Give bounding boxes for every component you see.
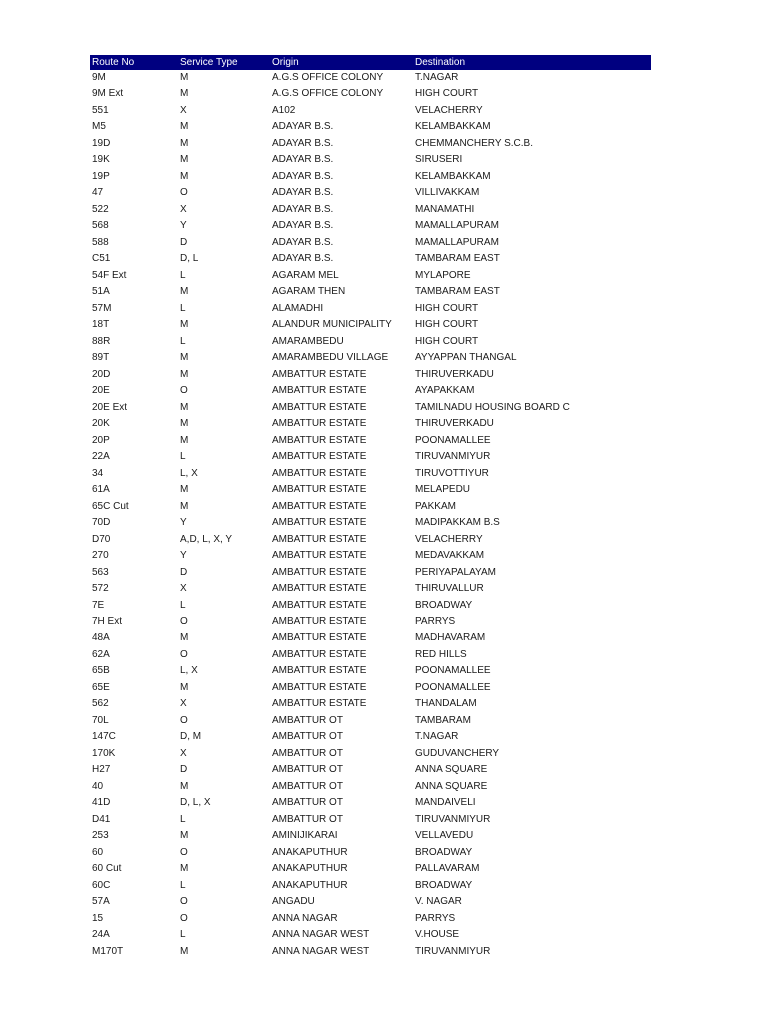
table-row (90, 202, 651, 218)
table-row (90, 70, 651, 86)
service-type-cell: D (180, 566, 188, 578)
route-no-cell: C51 (92, 253, 111, 265)
route-no-cell: 562 (92, 698, 109, 710)
origin-cell: AMBATTUR ESTATE (272, 418, 367, 430)
origin-cell: ADAYAR B.S. (272, 187, 334, 199)
service-type-cell: X (180, 583, 187, 595)
service-type-cell: L (180, 599, 186, 611)
destination-cell: MADIPAKKAM B.S (415, 517, 500, 529)
origin-cell: AMINIJIKARAI (272, 830, 338, 842)
route-no-cell: 18T (92, 319, 110, 331)
origin-cell: AMBATTUR OT (272, 731, 343, 743)
service-type-cell: M (180, 352, 189, 364)
destination-cell: MAMALLAPURAM (415, 220, 499, 232)
table-row (90, 713, 651, 729)
service-type-cell: O (180, 896, 188, 908)
route-no-cell: 588 (92, 236, 109, 248)
route-no-cell: 7E (92, 599, 105, 611)
service-type-cell: M (180, 88, 189, 100)
route-no-cell: 70L (92, 714, 109, 726)
table-row (90, 433, 651, 449)
destination-cell: PARRYS (415, 615, 456, 627)
origin-cell: AMBATTUR ESTATE (272, 401, 367, 413)
service-type-cell: M (180, 418, 189, 430)
service-type-cell: M (180, 154, 189, 166)
origin-cell: AMBATTUR ESTATE (272, 566, 367, 578)
service-type-cell: O (180, 385, 188, 397)
table-row (90, 779, 651, 795)
origin-cell: AMBATTUR OT (272, 714, 343, 726)
origin-cell: ANNA NAGAR WEST (272, 929, 370, 941)
route-no-cell: 170K (92, 747, 116, 759)
table-row (90, 532, 651, 548)
header-origin: Origin (270, 55, 413, 70)
table-row (90, 614, 651, 630)
table-row (90, 86, 651, 102)
origin-cell: AMBATTUR ESTATE (272, 385, 367, 397)
service-type-cell: Y (180, 220, 187, 232)
destination-cell: RED HILLS (415, 648, 467, 660)
route-no-cell: 65C Cut (92, 500, 129, 512)
origin-cell: AMBATTUR ESTATE (272, 517, 367, 529)
service-type-cell: M (180, 434, 189, 446)
route-no-cell: 34 (92, 467, 104, 479)
origin-cell: ALANDUR MUNICIPALITY (272, 319, 392, 331)
origin-cell: ANNA NAGAR (272, 912, 338, 924)
service-type-cell: M (180, 121, 189, 133)
origin-cell: AMBATTUR OT (272, 780, 343, 792)
destination-cell: T.NAGAR (415, 731, 459, 743)
table-row (90, 680, 651, 696)
service-type-cell: M (180, 484, 189, 496)
service-type-cell: M (180, 170, 189, 182)
destination-cell: VELLAVEDU (415, 830, 474, 842)
destination-cell: THANDALAM (415, 698, 477, 710)
route-no-cell: 20E (92, 385, 110, 397)
origin-cell: ADAYAR B.S. (272, 203, 334, 215)
service-type-cell: M (180, 137, 189, 149)
service-type-cell: O (180, 846, 188, 858)
service-type-cell: M (180, 368, 189, 380)
destination-cell: MANDAIVELI (415, 797, 476, 809)
service-type-cell: X (180, 203, 187, 215)
table-row (90, 828, 651, 844)
destination-cell: AYYAPPAN THANGAL (415, 352, 517, 364)
route-no-cell: 89T (92, 352, 110, 364)
route-no-cell: 9M Ext (92, 88, 124, 100)
origin-cell: AMBATTUR ESTATE (272, 681, 367, 693)
destination-cell: VELACHERRY (415, 533, 483, 545)
destination-cell: PAKKAM (415, 500, 456, 512)
route-no-cell: D70 (92, 533, 111, 545)
route-no-cell: H27 (92, 764, 111, 776)
route-no-cell: 48A (92, 632, 110, 644)
route-no-cell: 62A (92, 648, 110, 660)
destination-cell: CHEMMANCHERY S.C.B. (415, 137, 533, 149)
route-no-cell: 65B (92, 665, 110, 677)
origin-cell: A.G.S OFFICE COLONY (272, 88, 384, 100)
table-row (90, 301, 651, 317)
route-no-cell: 88R (92, 335, 111, 347)
origin-cell: AMBATTUR ESTATE (272, 451, 367, 463)
service-type-cell: L, X (180, 665, 198, 677)
destination-cell: HIGH COURT (415, 319, 479, 331)
table-row (90, 416, 651, 432)
table-row (90, 169, 651, 185)
service-type-cell: A,D, L, X, Y (180, 533, 233, 545)
table-row (90, 103, 651, 119)
destination-cell: V.HOUSE (415, 929, 460, 941)
table-row (90, 548, 651, 564)
table-row (90, 383, 651, 399)
route-no-cell: 270 (92, 550, 109, 562)
destination-cell: GUDUVANCHERY (415, 747, 500, 759)
route-no-cell: 57M (92, 302, 112, 314)
destination-cell: HIGH COURT (415, 88, 479, 100)
header-route-no: Route No (90, 55, 178, 70)
origin-cell: A102 (272, 104, 296, 116)
table-row (90, 350, 651, 366)
route-no-cell: 20P (92, 434, 110, 446)
origin-cell: AMBATTUR ESTATE (272, 632, 367, 644)
header-destination: Destination (413, 55, 651, 70)
table-row (90, 647, 651, 663)
destination-cell: POONAMALLEE (415, 681, 491, 693)
route-no-cell: 60 Cut (92, 863, 122, 875)
route-table (90, 55, 651, 960)
route-no-cell: 19D (92, 137, 111, 149)
origin-cell: ADAYAR B.S. (272, 121, 334, 133)
table-row (90, 894, 651, 910)
origin-cell: AMBATTUR ESTATE (272, 583, 367, 595)
route-no-cell: 253 (92, 830, 109, 842)
header-service-type: Service Type (178, 55, 270, 70)
destination-cell: TIRUVOTTIYUR (415, 467, 489, 479)
destination-cell: HIGH COURT (415, 302, 479, 314)
table-row (90, 944, 651, 960)
origin-cell: AMARAMBEDU VILLAGE (272, 352, 389, 364)
destination-cell: BROADWAY (415, 879, 473, 891)
destination-cell: SIRUSERI (415, 154, 463, 166)
service-type-cell: Y (180, 517, 187, 529)
destination-cell: TIRUVANMIYUR (415, 813, 491, 825)
route-no-cell: 568 (92, 220, 109, 232)
table-row (90, 185, 651, 201)
origin-cell: ADAYAR B.S. (272, 154, 334, 166)
destination-cell: HIGH COURT (415, 335, 479, 347)
service-type-cell: M (180, 401, 189, 413)
service-type-cell: M (180, 830, 189, 842)
origin-cell: ANGADU (272, 896, 315, 908)
service-type-cell: D (180, 764, 188, 776)
route-no-cell: 20E Ext (92, 401, 128, 413)
route-table-sheet (90, 55, 651, 960)
service-type-cell: O (180, 615, 188, 627)
origin-cell: AMBATTUR OT (272, 813, 343, 825)
destination-cell: MADHAVARAM (415, 632, 486, 644)
origin-cell: AMBATTUR OT (272, 764, 343, 776)
service-type-cell: M (180, 681, 189, 693)
origin-cell: AMBATTUR ESTATE (272, 615, 367, 627)
table-row (90, 845, 651, 861)
table-row (90, 581, 651, 597)
route-no-cell: 20K (92, 418, 110, 430)
origin-cell: ADAYAR B.S. (272, 236, 334, 248)
origin-cell: AMBATTUR ESTATE (272, 599, 367, 611)
service-type-cell: M (180, 945, 189, 957)
destination-cell: POONAMALLEE (415, 434, 491, 446)
destination-cell: MANAMATHI (415, 203, 475, 215)
table-row (90, 449, 651, 465)
origin-cell: ADAYAR B.S. (272, 220, 334, 232)
origin-cell: AMBATTUR OT (272, 797, 343, 809)
route-no-cell: 60C (92, 879, 111, 891)
table-row (90, 746, 651, 762)
origin-cell: AGARAM THEN (272, 286, 346, 298)
route-no-cell: 57A (92, 896, 110, 908)
table-row (90, 268, 651, 284)
service-type-cell: L, X (180, 467, 198, 479)
table-row (90, 119, 651, 135)
origin-cell: ANNA NAGAR WEST (272, 945, 370, 957)
origin-cell: ADAYAR B.S. (272, 253, 334, 265)
table-row (90, 515, 651, 531)
service-type-cell: L (180, 302, 186, 314)
destination-cell: KELAMBAKKAM (415, 121, 491, 133)
service-type-cell: D (180, 236, 188, 248)
table-row (90, 218, 651, 234)
service-type-cell: M (180, 319, 189, 331)
table-row (90, 235, 651, 251)
service-type-cell: L (180, 879, 186, 891)
destination-cell: MEDAVAKKAM (415, 550, 485, 562)
table-row (90, 317, 651, 333)
table-row (90, 729, 651, 745)
destination-cell: PALLAVARAM (415, 863, 480, 875)
destination-cell: THIRUVALLUR (415, 583, 484, 595)
table-row (90, 565, 651, 581)
route-no-cell: 61A (92, 484, 110, 496)
table-row (90, 630, 651, 646)
table-row (90, 466, 651, 482)
service-type-cell: X (180, 747, 187, 759)
destination-cell: VILLIVAKKAM (415, 187, 480, 199)
table-row (90, 367, 651, 383)
destination-cell: ANNA SQUARE (415, 780, 488, 792)
service-type-cell: M (180, 780, 189, 792)
table-row (90, 136, 651, 152)
header-row (90, 55, 651, 70)
destination-cell: VELACHERRY (415, 104, 483, 116)
destination-cell: PERIYAPALAYAM (415, 566, 496, 578)
destination-cell: THIRUVERKADU (415, 368, 494, 380)
service-type-cell: L (180, 813, 186, 825)
destination-cell: BROADWAY (415, 599, 473, 611)
service-type-cell: O (180, 714, 188, 726)
service-type-cell: O (180, 912, 188, 924)
service-type-cell: M (180, 500, 189, 512)
origin-cell: AMBATTUR OT (272, 747, 343, 759)
service-type-cell: O (180, 187, 188, 199)
service-type-cell: L (180, 451, 186, 463)
route-no-cell: 22A (92, 451, 110, 463)
table-row (90, 911, 651, 927)
table-row (90, 795, 651, 811)
destination-cell: ANNA SQUARE (415, 764, 488, 776)
origin-cell: A.G.S OFFICE COLONY (272, 72, 384, 83)
origin-cell: AMBATTUR ESTATE (272, 665, 367, 677)
destination-cell: TAMBARAM (415, 714, 471, 726)
route-no-cell: 522 (92, 203, 109, 215)
origin-cell: AMBATTUR ESTATE (272, 484, 367, 496)
service-type-cell: M (180, 72, 189, 83)
route-table-body (90, 70, 651, 960)
table-row (90, 251, 651, 267)
destination-cell: MELAPEDU (415, 484, 471, 496)
route-no-cell: D41 (92, 813, 111, 825)
route-no-cell: 572 (92, 583, 109, 595)
route-no-cell: 20D (92, 368, 111, 380)
origin-cell: AGARAM MEL (272, 269, 339, 281)
service-type-cell: O (180, 648, 188, 660)
table-row (90, 284, 651, 300)
route-no-cell: 15 (92, 912, 104, 924)
table-row (90, 861, 651, 877)
route-no-cell: 47 (92, 187, 104, 199)
destination-cell: KELAMBAKKAM (415, 170, 491, 182)
origin-cell: AMBATTUR ESTATE (272, 550, 367, 562)
table-row (90, 663, 651, 679)
service-type-cell: D, L (180, 253, 199, 265)
route-no-cell: 51A (92, 286, 110, 298)
table-row (90, 878, 651, 894)
destination-cell: TAMILNADU HOUSING BOARD C (415, 401, 570, 413)
route-no-cell: 9M (92, 72, 106, 83)
service-type-cell: X (180, 698, 187, 710)
service-type-cell: M (180, 863, 189, 875)
destination-cell: PARRYS (415, 912, 456, 924)
origin-cell: AMBATTUR ESTATE (272, 368, 367, 380)
route-no-cell: 551 (92, 104, 109, 116)
route-no-cell: 70D (92, 517, 111, 529)
table-row (90, 334, 651, 350)
table-row (90, 696, 651, 712)
table-row (90, 812, 651, 828)
route-no-cell: 19P (92, 170, 110, 182)
route-no-cell: 563 (92, 566, 109, 578)
destination-cell: THIRUVERKADU (415, 418, 494, 430)
service-type-cell: L (180, 269, 186, 281)
table-row (90, 598, 651, 614)
destination-cell: MAMALLAPURAM (415, 236, 499, 248)
route-no-cell: 65E (92, 681, 110, 693)
route-no-cell: 19K (92, 154, 110, 166)
service-type-cell: Y (180, 550, 187, 562)
origin-cell: AMBATTUR ESTATE (272, 500, 367, 512)
route-no-cell: 60 (92, 846, 104, 858)
service-type-cell: X (180, 104, 187, 116)
origin-cell: ALAMADHI (272, 302, 324, 314)
origin-cell: AMBATTUR ESTATE (272, 648, 367, 660)
origin-cell: ANAKAPUTHUR (272, 846, 348, 858)
service-type-cell: L (180, 335, 186, 347)
destination-cell: T.NAGAR (415, 72, 459, 83)
service-type-cell: D, L, X (180, 797, 211, 809)
origin-cell: AMBATTUR ESTATE (272, 434, 367, 446)
service-type-cell: M (180, 286, 189, 298)
table-row (90, 482, 651, 498)
table-row (90, 927, 651, 943)
origin-cell: AMBATTUR ESTATE (272, 698, 367, 710)
origin-cell: AMBATTUR ESTATE (272, 533, 367, 545)
route-no-cell: M5 (92, 121, 106, 133)
destination-cell: TIRUVANMIYUR (415, 451, 491, 463)
destination-cell: TAMBARAM EAST (415, 286, 500, 298)
table-row (90, 152, 651, 168)
service-type-cell: M (180, 632, 189, 644)
destination-cell: V. NAGAR (415, 896, 462, 908)
route-no-cell: 54F Ext (92, 269, 127, 281)
destination-cell: MYLAPORE (415, 269, 471, 281)
destination-cell: BROADWAY (415, 846, 473, 858)
route-no-cell: 147C (92, 731, 116, 743)
table-row (90, 762, 651, 778)
route-no-cell: 41D (92, 797, 111, 809)
destination-cell: TAMBARAM EAST (415, 253, 500, 265)
route-no-cell: 7H Ext (92, 615, 123, 627)
route-no-cell: 24A (92, 929, 110, 941)
table-row (90, 499, 651, 515)
route-no-cell: 40 (92, 780, 104, 792)
route-no-cell: M170T (92, 945, 124, 957)
origin-cell: ADAYAR B.S. (272, 170, 334, 182)
destination-cell: POONAMALLEE (415, 665, 491, 677)
service-type-cell: L (180, 929, 186, 941)
route-table-header (90, 55, 651, 70)
origin-cell: AMARAMBEDU (272, 335, 344, 347)
origin-cell: ANAKAPUTHUR (272, 879, 348, 891)
destination-cell: TIRUVANMIYUR (415, 945, 491, 957)
origin-cell: ADAYAR B.S. (272, 137, 334, 149)
origin-cell: AMBATTUR ESTATE (272, 467, 367, 479)
origin-cell: ANAKAPUTHUR (272, 863, 348, 875)
destination-cell: AYAPAKKAM (415, 385, 475, 397)
table-row (90, 400, 651, 416)
service-type-cell: D, M (180, 731, 202, 743)
